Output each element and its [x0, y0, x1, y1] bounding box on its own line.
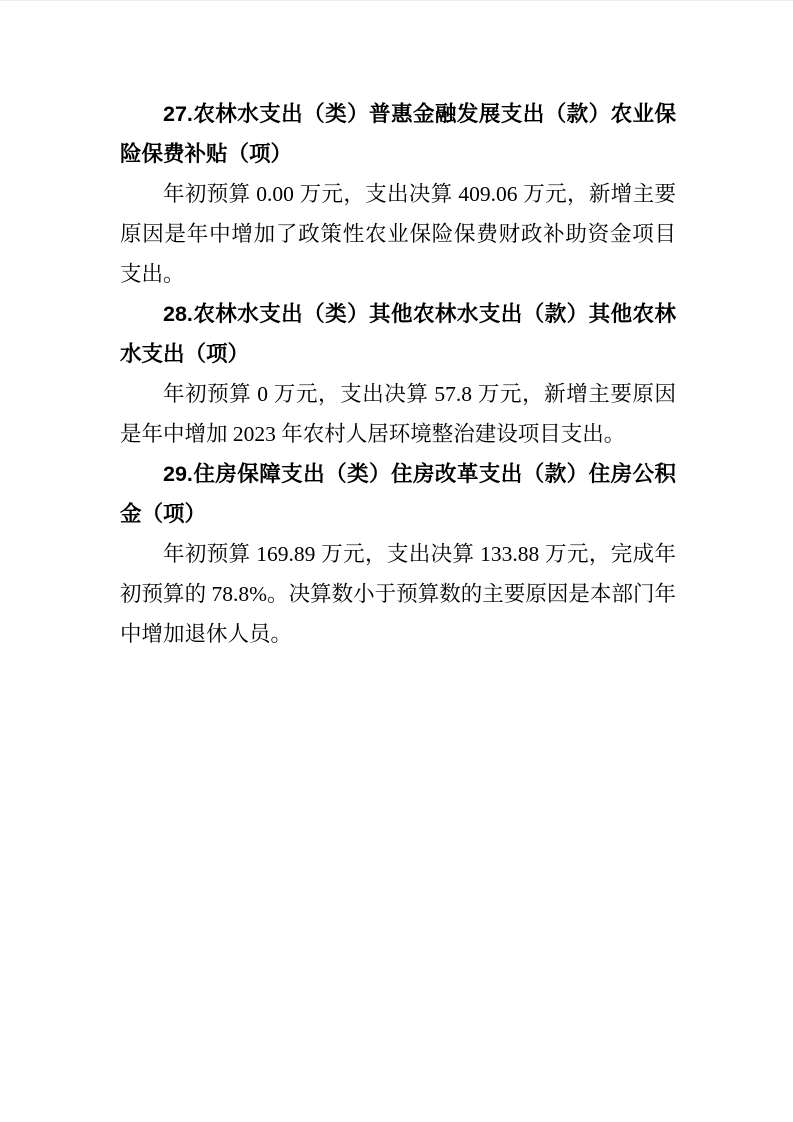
budget-section-29: [120, 454, 676, 654]
section-28-body: 年初预算 0 万元，支出决算 57.8 万元，新增主要原因是年中增加 2023 年农村人居环境整治建设项目支出。: [120, 382, 676, 446]
section-29-heading: 29.住房保障支出（类）住房改革支出（款）住房公积金（项）: [120, 462, 676, 526]
section-29-body: 年初预算 169.89 万元，支出决算 133.88 万元，完成年初预算的 78.8%。决算数小于预算数的主要原因是本部门年中增加退休人员。: [120, 542, 676, 646]
document-content: [120, 94, 676, 654]
budget-section-27: [120, 94, 676, 294]
section-27-heading: 27.农林水支出（类）普惠金融发展支出（款）农业保险保费补贴（项）: [120, 102, 676, 166]
section-27-body: 年初预算 0.00 万元，支出决算 409.06 万元，新增主要原因是年中增加了政策性农业保险保费财政补助资金项目支出。: [120, 182, 676, 286]
section-28-heading: 28.农林水支出（类）其他农林水支出（款）其他农林水支出（项）: [120, 302, 676, 366]
page-top-edge: [0, 0, 793, 1]
budget-section-28: [120, 294, 676, 454]
